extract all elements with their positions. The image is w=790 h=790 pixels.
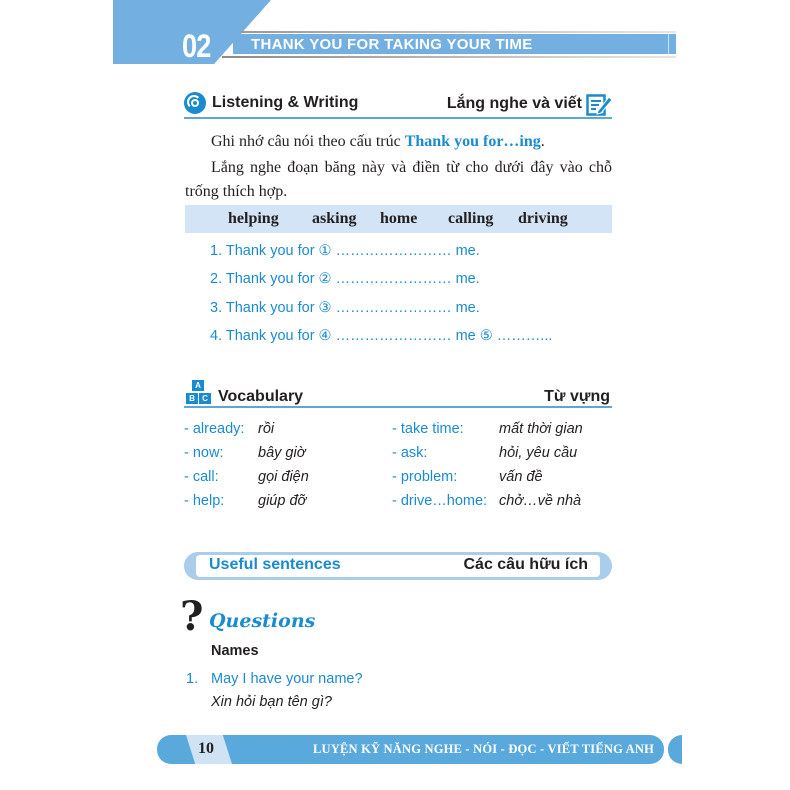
- word-bank-item: driving: [518, 210, 568, 227]
- page-number: 10: [198, 740, 214, 757]
- abc-block-b: B: [186, 393, 198, 404]
- header-divider-top: [240, 31, 676, 33]
- listening-section-heading: [184, 92, 612, 119]
- instruction-1-prefix: Ghi nhớ câu nói theo cấu trúc: [211, 133, 405, 150]
- question-en: May I have your name?: [211, 671, 363, 687]
- word-bank-item: home: [380, 210, 418, 227]
- vocab-item: - take time: mất thời gian: [392, 421, 583, 437]
- vocab-item: - now: bây giờ: [184, 445, 306, 461]
- instruction-1: [185, 130, 612, 154]
- vocabulary-section-heading: [184, 380, 612, 408]
- instruction-2: Lắng nghe đoạn băng này và điền từ cho dưới đây vào chỗ trống thích hợp.: [185, 159, 612, 200]
- footer-end-cap: [668, 735, 682, 764]
- header-divider-bottom: [222, 56, 676, 58]
- abc-block-c: C: [199, 393, 211, 404]
- vocabulary-title-vi: Từ vựng: [544, 388, 610, 405]
- word-bank: [185, 205, 612, 233]
- useful-title-en: Useful sentences: [209, 556, 341, 573]
- cd-icon: [184, 92, 206, 114]
- unit-number: 02: [182, 28, 211, 64]
- abc-blocks-icon: [184, 380, 214, 406]
- exercise-line: 3. Thank you for ③ …………………… me.: [210, 300, 480, 316]
- exercise-line: 4. Thank you for ④ …………………… me ⑤ ………...: [210, 328, 553, 344]
- vocab-item: - drive…home: chở…về nhà: [392, 493, 582, 509]
- useful-title-vi: Các câu hữu ích: [463, 556, 588, 573]
- word-bank-item: helping: [228, 210, 279, 227]
- vocab-item: - already: rồi: [184, 421, 275, 437]
- questions-subheading: Names: [211, 643, 259, 659]
- book-title: LUYỆN KỸ NĂNG NGHE - NÓI - ĐỌC - VIẾT TIẾNG ANH: [313, 742, 655, 756]
- exercise-line: 1. Thank you for ① …………………… me.: [210, 243, 480, 259]
- listening-title-vi: Lắng nghe và viết: [446, 95, 582, 112]
- instruction-1-suffix: .: [540, 133, 545, 150]
- header-bar-separator: [668, 34, 669, 54]
- vocab-item: - problem: vấn đề: [392, 469, 543, 485]
- questions-title: Questions: [209, 610, 316, 632]
- vocabulary-title-en: Vocabulary: [218, 388, 304, 405]
- unit-title: THANK YOU FOR TAKING YOUR TIME: [251, 36, 533, 53]
- question-vi: Xin hỏi bạn tên gì?: [211, 694, 332, 710]
- instruction-1-highlight: Thank you for…ing: [404, 133, 541, 150]
- word-bank-item: calling: [448, 210, 494, 227]
- vocab-item: - call: gọi điện: [184, 469, 309, 485]
- question-number: 1.: [186, 671, 199, 687]
- abc-block-a: A: [192, 380, 204, 391]
- word-bank-item: asking: [312, 210, 357, 227]
- useful-sentences-banner: [184, 552, 612, 580]
- vocab-item: - ask: hỏi, yêu cầu: [392, 445, 578, 461]
- exercise-line: 2. Thank you for ② …………………… me.: [210, 271, 480, 287]
- vocab-item: - help: giúp đỡ: [184, 493, 307, 509]
- edit-note-icon: [586, 92, 612, 116]
- question-mark-icon: ?: [180, 593, 204, 640]
- listening-title-en: Listening & Writing: [212, 94, 359, 111]
